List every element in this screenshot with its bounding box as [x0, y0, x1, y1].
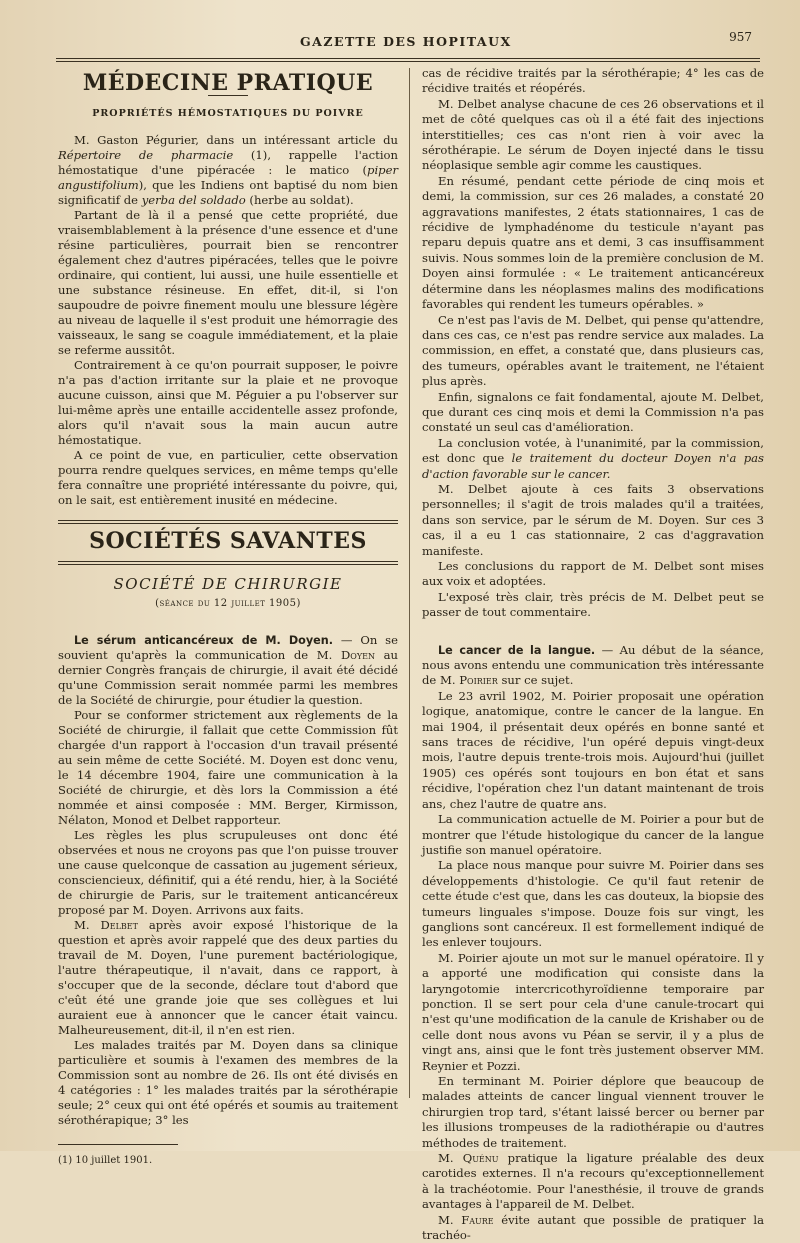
text-run: Delbet [100, 918, 138, 932]
paragraph: A ce point de vue, en particulier, cette observation pourra rendre quelques services, en même temps qu'elle fera connaître une propriété intéressante du poivre, qui, on le sait, est entièrement inusité en médecine. [58, 448, 398, 507]
section-rule [58, 561, 398, 565]
text-run: Répertoire de pharmacie [58, 148, 234, 162]
paragraph: M. Delbet analyse chacune de ces 26 observations et il met de côté quelques cas où il a été fait des injections interstitielles; ces cas n'ont rien à voir avec la sérothérapie. Le sérum de Doyen injecté dans le tissu néoplasique semble agir comme les caustiques. [422, 96, 764, 173]
paragraph: Les malades traités par M. Doyen dans sa clinique particulière et soumis à l'examen des membres de la Commission sont au nombre de 26. Ils ont été divisés en 4 catégories : 1° les malades traités par la sérothérapie seule; 2° ceux qui ont été opérés et soumis au traitement sérothérapique; 3° les [58, 1038, 398, 1127]
text-run: Quénu [462, 1151, 499, 1166]
paragraph: Partant de là il a pensé que cette propriété, due vraisemblablement à la présence d'une essence et d'une résine particulières, pourrait bien se rencontrer également chez d'autres pipéracées, telles que le poivre ordinaire, qui contient, lui aussi, une huile essentielle et une substance résineuse. En effet, dit-il, si l'on saupoudre de poivre finement moulu une blessure légère au niveau de laquelle il s'est produit une hémorragie des vaisseaux, le sang se coagule immédiatement, et la plaie se referme aussitôt. [58, 208, 398, 357]
text-run: M. Gaston Pégurier, dans un intéressant article du [74, 133, 398, 147]
header-rule [56, 58, 760, 62]
text-run: au dernier Congrès français de chirurgie, il avait été décidé qu'une Commission serait nommée parmi les membres de la Société de chirurgie, pour étudier la question. [58, 648, 398, 707]
left-column [58, 72, 398, 1168]
right-column [422, 66, 764, 1243]
paragraph: Pour se conformer strictement aux règlements de la Société de chirurgie, il fallait que cette Commission fût chargée d'un rapport à l'occasion d'un travail présenté au sein même de cette Société. M. Doyen est donc venu, le 14 décembre 1904, faire une communication à la Société de chirurgie, et dès lors la Commission a été nommée et ainsi composée : MM. Berger, Kirmisson, Nélaton, Monod et Delbet rapporteur. [58, 708, 398, 827]
text-run: M. [438, 1151, 463, 1166]
column-divider [409, 68, 410, 1098]
text-run: Poirier [459, 673, 498, 688]
text-run: — Au début de la séance, nous avons entendu une communication très intéressante de M. [422, 642, 764, 688]
paragraph: En terminant M. Poirier déplore que beaucoup de malades atteints de cancer lingual viennent trouver le chirurgien trop tard, s'étant laissé bercer ou berner par les illusions trompeuses de la radiothérapie ou d'autres méthodes de traitement. [422, 1074, 764, 1150]
section-title-medecine: MÉDECINE PRATIQUE [82, 70, 374, 96]
text-run: M. [438, 1212, 462, 1227]
paragraph [58, 133, 398, 208]
paragraph: La place nous manque pour suivre M. Poirier dans ses développements d'histologie. Ce qu'il faut retenir de cette étude c'est que, dans les cas douteux, la biopsie des tumeurs linguales s'impose. Douze fois sur vingt, les ganglions sont cancéreux. Il est formellement indiqué de les enlever toujours. [422, 858, 764, 950]
article-subtitle: PROPRIÉTÉS HÉMOSTATIQUES DU POIVRE [92, 108, 364, 119]
paragraph [422, 436, 764, 482]
text-run: Doyen [341, 648, 375, 662]
footnote: (1) 10 juillet 1901. [58, 1155, 153, 1166]
text-run: M. [74, 918, 101, 932]
text-run: sur ce sujet. [497, 673, 574, 688]
running-head [0, 30, 800, 54]
text-run: (herbe au soldat). [245, 193, 354, 207]
text-run: — On se souvient qu'après la communication de M. [58, 633, 398, 662]
section-title-societes: SOCIÉTÉS SAVANTES [89, 528, 367, 554]
page-number: 957 [729, 30, 752, 44]
paragraph: Les règles les plus scrupuleuses ont donc été observées et nous ne croyons pas que l'on puisse trouver une cause quelconque de cassation au jugement sérieux, consciencieux, définitif, qui a été rendu, hier, à la Société de chirurgie de Paris, sur le traitement anticancéreux proposé par M. Doyen. Arrivons aux faits. [58, 828, 398, 917]
society-name: SOCIÉTÉ DE CHIRURGIE [113, 575, 343, 593]
paragraph [422, 643, 764, 689]
paragraph: Ce n'est pas l'avis de M. Delbet, qui pense qu'attendre, dans ces cas, ce n'est pas rendre service aux malades. La commission, en effet, a constaté que, dans plusieurs cas, des tumeurs, opérables avant le traitement, ne l'étaient plus après. [422, 312, 764, 389]
paragraph: M. Poirier ajoute un mot sur le manuel opératoire. Il y a apporté une modification qui consiste dans la laryngotomie intercricothyroïdienne temporaire par ponction. Il se sert pour cela d'une canule-trocart qui n'est qu'une modification de la canule de Krishaber ou de celle dont nous avons vu Péan se servir, il y a plus de vingt ans, ainsi que le font très justement observer MM. Reynier et Pozzi. [422, 950, 764, 1073]
paragraph [422, 1213, 764, 1243]
paragraph [58, 918, 398, 1038]
text-run: piper angustifolium [58, 163, 398, 192]
paragraph [58, 633, 398, 708]
paragraph [422, 1151, 764, 1213]
section-rule [58, 520, 398, 524]
journal-title: GAZETTE DES HOPITAUX [300, 34, 512, 49]
footnote-rule [58, 1144, 178, 1145]
paragraph: Les conclusions du rapport de M. Delbet sont mises aux voix et adoptées. [422, 559, 764, 589]
text-run: le traitement du docteur Doyen n'a pas d'action favorable sur le cancer. [422, 451, 764, 481]
session-date: (séance du 12 juillet 1905) [155, 598, 301, 609]
text-run: évite autant que possible de pratiquer la trachéo- [422, 1212, 764, 1243]
paragraph: cas de récidive traités par la sérothérapie; 4° les cas de récidive traités et réopérés. [422, 66, 764, 96]
item-title: Le sérum anticancéreux de M. Doyen. [74, 634, 333, 647]
paragraph: L'exposé très clair, très précis de M. Delbet peut se passer de tout commentaire. [422, 589, 764, 620]
paragraph: Contrairement à ce qu'on pourrait supposer, le poivre n'a pas d'action irritante sur la plaie et ne provoque aucune cuisson, ainsi que M. Péguier a pu l'observer sur lui-même après une entaille accidentelle assez profonde, alors qu'il n'avait sous la main aucun autre hémostatique. [58, 358, 398, 447]
paragraph: Le 23 avril 1902, M. Poirier proposait une opération logique, anatomique, contre le cancer de la langue. En mai 1904, il présentait deux opérés en bonne santé et sans traces de récidive, l'un opéré depuis vingt-deux mois, l'autre depuis trente-trois mois. Aujourd'hui (juillet 1905) ces opérés sont toujours en bon état et sans récidive, l'opération chez l'un datant maintenant de trois ans, chez l'autre de quatre ans. [422, 688, 764, 811]
text-run: pratique la ligature préalable des deux carotides externes. Il n'a recours qu'exceptionnellement à la trachéotomie. Pour l'anesthésie, il trouve de grands avantages à l'appareil de M. Delbet. [422, 1151, 765, 1212]
text-run: yerba del soldado [141, 193, 246, 207]
item-title: Le cancer de la langue. [438, 643, 596, 657]
text-run: Faure [461, 1212, 494, 1227]
text-run: ), que les Indiens ont baptisé du nom bien significatif de [58, 178, 398, 207]
paragraph: En résumé, pendant cette période de cinq mois et demi, la commission, sur ces 26 malades, a constaté 20 aggravations manifestes, 2 états stationnaires, 1 cas de récidive de lymphadénome du testicule n'ayant pas reparu depuis quatre ans et demi, 3 cas insuffisamment suivis. Nous sommes loin de la première conclusion de M. Doyen ainsi formulée : « Le traitement anticancéreux détermine dans les néoplasmes malins des modifications favorables qui rendent les tumeurs opérables. » [422, 173, 764, 312]
paragraph: M. Delbet ajoute à ces faits 3 observations personnelles; il s'agit de trois malades qu'il a traitées, dans son service, par le sérum de M. Doyen. Sur ces 3 cas, il a eu 1 cas stationnaire, 2 cas d'aggravation manifeste. [422, 481, 764, 558]
text-run: (1), rappelle l'action hémostatique d'une pipéracée : le matico ( [58, 148, 398, 177]
text-run: après avoir exposé l'historique de la question et après avoir rappelé que des deux parties du travail de M. Doyen, l'une purement bactériologique, l'autre thérapeutique, il n'avait, dans ce rapport, à s'occuper que de la seconde, déclare tout d'abord que c'eût été une grande joie que ses collègues et lui auraient eue à annoncer que le cancer était vaincu. Malheureusement, dit-il, il n'en est rien. [58, 918, 398, 1037]
paragraph: Enfin, signalons ce fait fondamental, ajoute M. Delbet, que durant ces cinq mois et demi la Commission n'a pas constaté un seul cas d'amélioration. [422, 389, 764, 435]
paragraph: La communication actuelle de M. Poirier a pour but de montrer que l'étude histologique du cancer de la langue justifie son manuel opératoire. [422, 812, 764, 857]
text-run: La conclusion votée, à l'unanimité, par la commission, est donc que [422, 435, 764, 466]
